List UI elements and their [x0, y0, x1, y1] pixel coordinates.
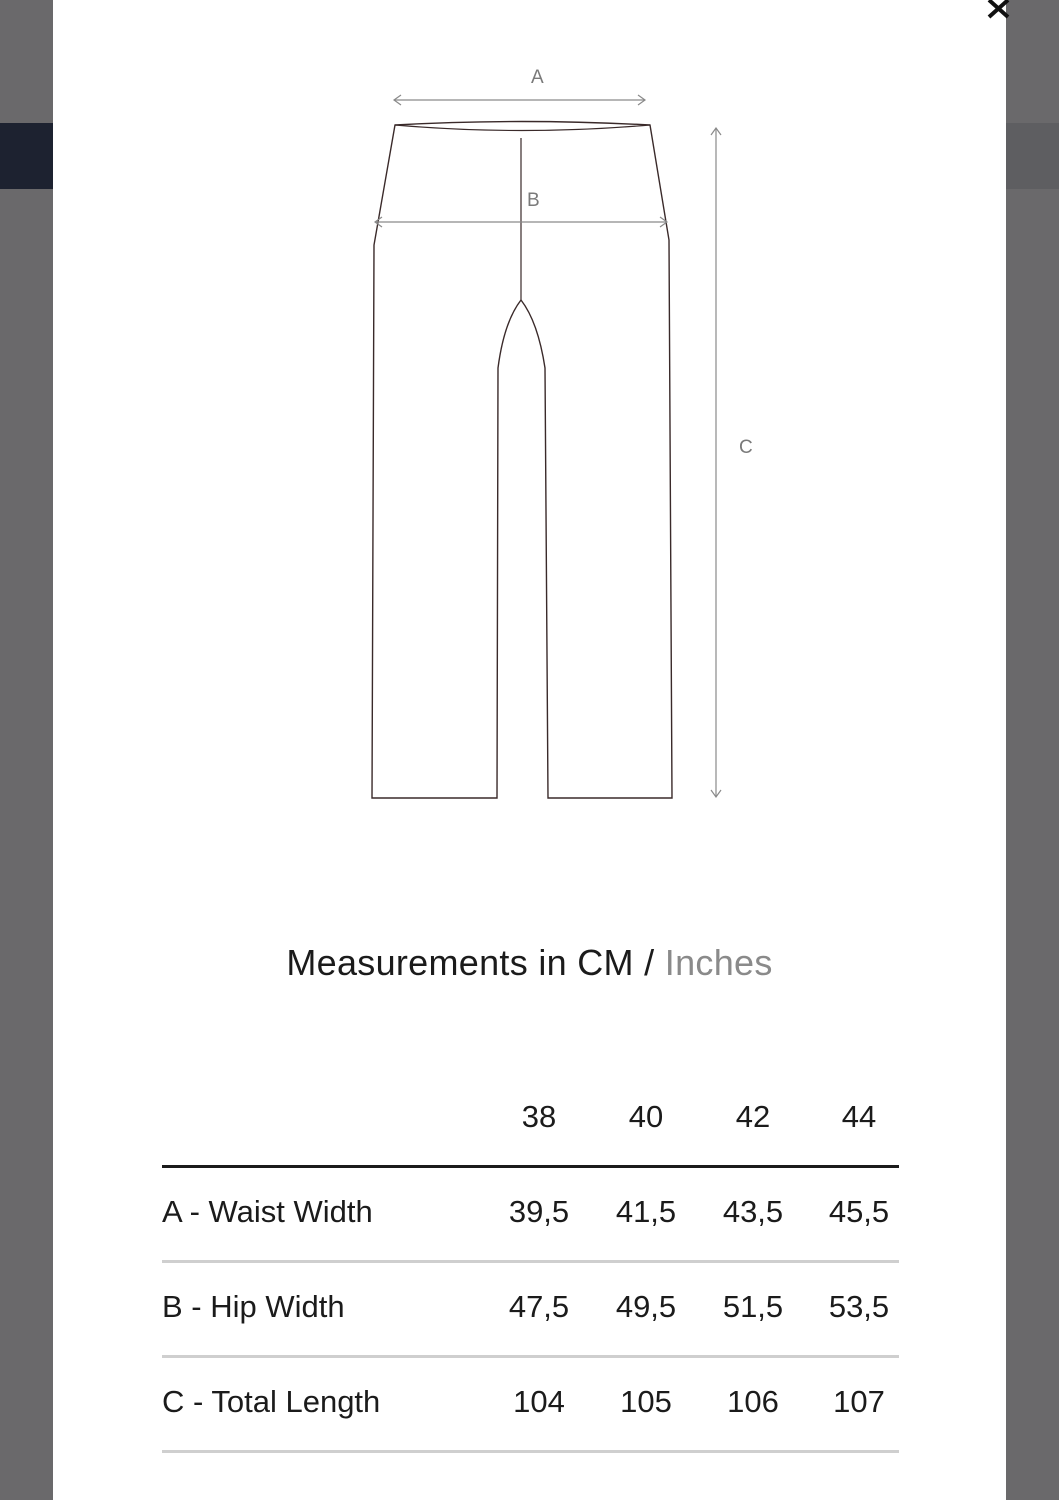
table-cell: 49,5 [615, 1289, 677, 1324]
size-header: 44 [841, 1099, 877, 1134]
row-label: B - Hip Width [162, 1289, 345, 1324]
row-label: A - Waist Width [162, 1194, 373, 1229]
label-a: A [531, 67, 544, 88]
table-cell: 43,5 [722, 1194, 784, 1229]
table-row-waist [162, 1168, 899, 1263]
backdrop-left[interactable] [0, 123, 53, 189]
row-label: C - Total Length [162, 1384, 381, 1419]
close-icon [986, 0, 1012, 20]
label-b: B [527, 190, 540, 211]
unit-cm-label[interactable]: Measurements in CM [286, 942, 634, 983]
backdrop-right[interactable] [1006, 123, 1059, 189]
unit-inches-toggle[interactable]: Inches [664, 942, 773, 983]
pants-diagram [53, 0, 1006, 860]
table-cell: 41,5 [615, 1194, 677, 1229]
table-row-length [162, 1358, 899, 1453]
size-header: 38 [521, 1099, 557, 1134]
size-header: 40 [628, 1099, 664, 1134]
table-cell: 45,5 [828, 1194, 890, 1229]
table-cell: 104 [513, 1384, 565, 1419]
size-header-row [162, 1085, 899, 1168]
size-table [162, 1085, 899, 1453]
table-row-hip [162, 1263, 899, 1358]
table-cell: 105 [620, 1384, 672, 1419]
table-cell: 39,5 [508, 1194, 570, 1229]
table-cell: 107 [833, 1384, 885, 1419]
label-c: C [739, 437, 753, 458]
unit-separator: / [633, 942, 665, 983]
size-header: 42 [735, 1099, 771, 1134]
table-cell: 47,5 [508, 1289, 570, 1324]
close-button[interactable] [978, 0, 1020, 24]
table-cell: 106 [727, 1384, 779, 1419]
measurements-heading [53, 942, 1006, 984]
size-guide-modal [53, 0, 1006, 1500]
table-cell: 51,5 [722, 1289, 784, 1324]
table-cell: 53,5 [828, 1289, 890, 1324]
